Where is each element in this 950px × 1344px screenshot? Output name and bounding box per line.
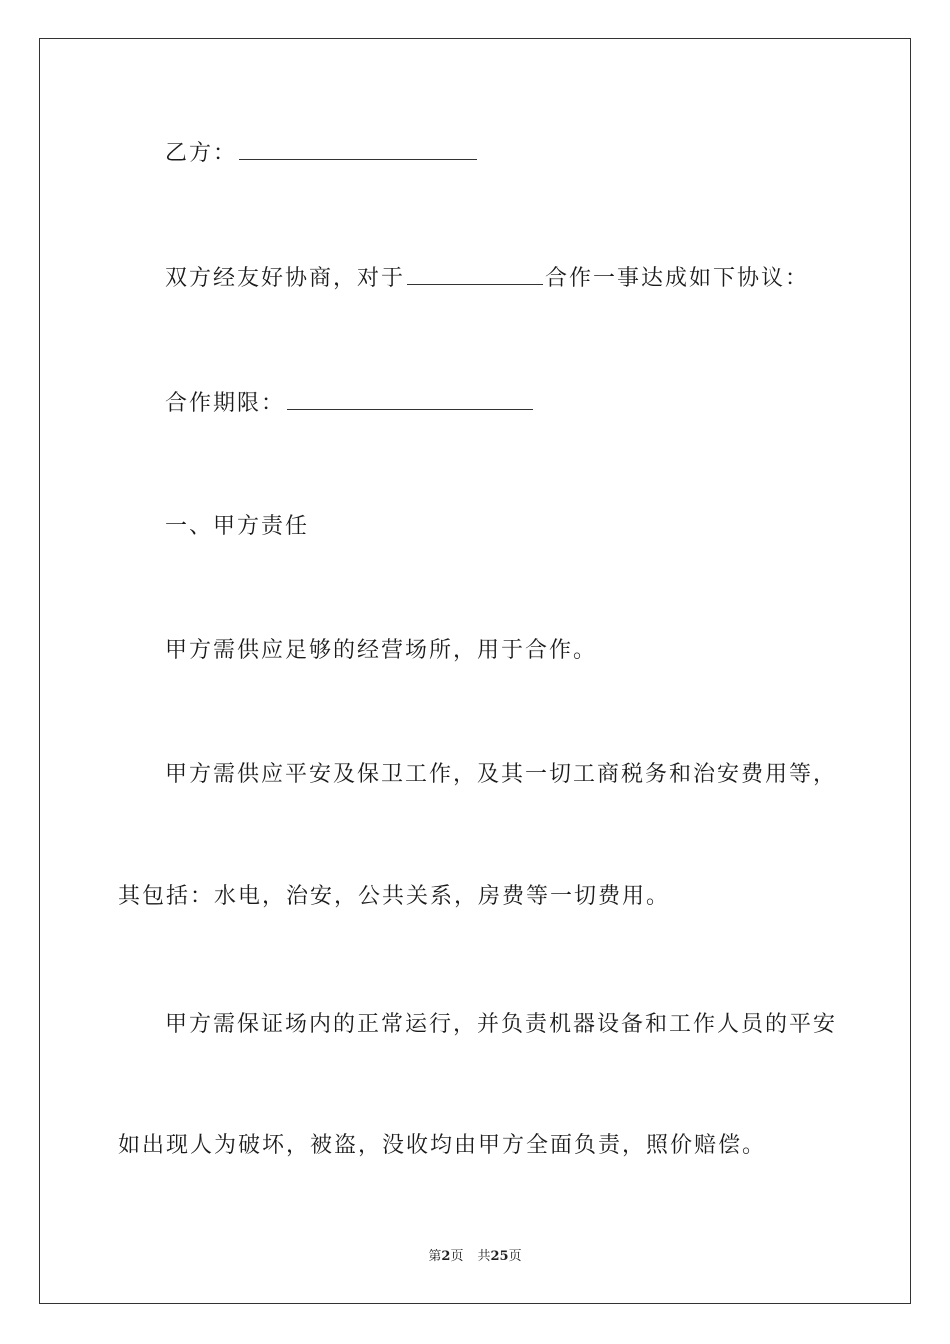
party-b-label: 乙方：: [165, 141, 238, 166]
page-number: 2: [441, 1249, 451, 1264]
paragraph-1: 甲方需供应足够的经营场所，用于合作。: [165, 638, 598, 663]
term-line: [165, 387, 535, 419]
total-pages: 25: [490, 1249, 509, 1264]
intro-blank: [407, 262, 543, 285]
total-prefix: 共: [477, 1249, 491, 1264]
intro-text-before: 双方经友好协商，对于: [165, 266, 406, 291]
party-b-line: [165, 137, 479, 169]
paragraph-2-line-1: 甲方需供应平安及保卫工作，及其一切工商税务和治安费用等，: [165, 762, 838, 787]
intro-line: [165, 262, 809, 294]
term-label: 合作期限：: [165, 391, 286, 416]
total-suffix: 页: [508, 1249, 522, 1264]
page-prefix: 第: [428, 1249, 442, 1264]
party-b-blank: [239, 137, 477, 160]
term-blank: [287, 387, 533, 410]
section-heading: 一、甲方责任: [165, 514, 310, 539]
paragraph-3-line-1: 甲方需保证场内的正常运行，并负责机器设备和工作人员的平安: [165, 1012, 838, 1037]
intro-text-after: 合作一事达成如下协议：: [545, 266, 810, 291]
page-frame: [39, 38, 911, 1304]
paragraph-3-line-2: 如出现人为破坏，被盗，没收均由甲方全面负责，照价赔偿。: [118, 1133, 767, 1158]
page-suffix: 页: [450, 1249, 464, 1264]
paragraph-2-line-2: 其包括：水电，治安，公共关系，房费等一切费用。: [118, 884, 671, 909]
page-footer: [0, 1248, 950, 1266]
